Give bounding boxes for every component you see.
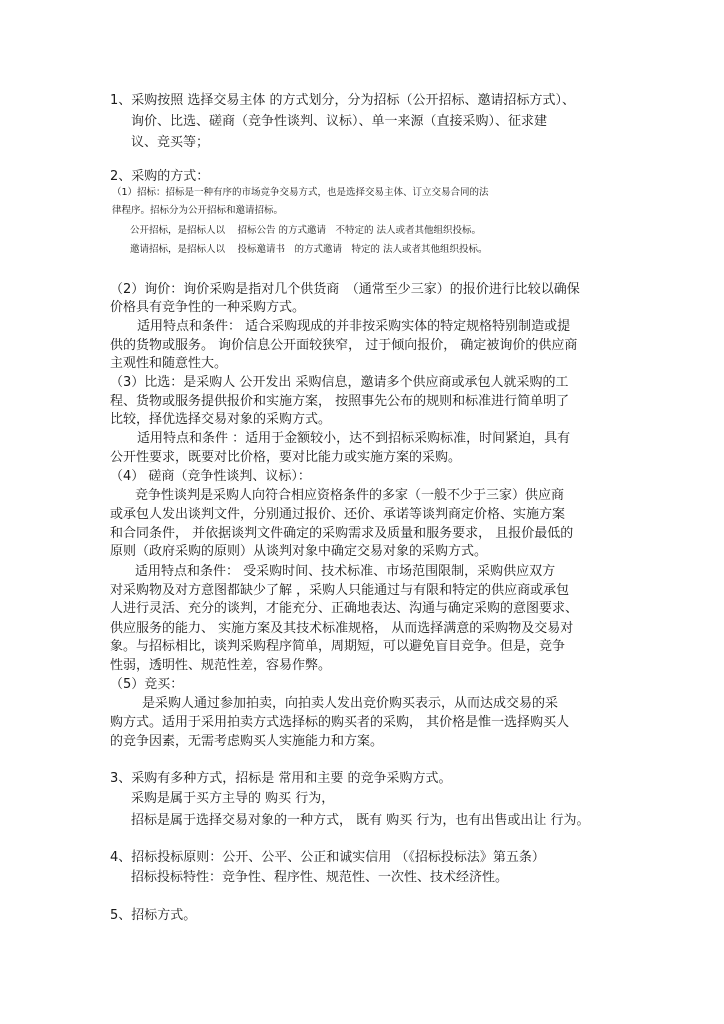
section-3-line-3: 招标是属于选择交易对象的一种方式， 既有 购买 行为，也有出售或出让 行为。 [131, 813, 590, 828]
tender-paragraph-line-2: 律程序。招标分为公开招标和邀请招标。 [112, 205, 284, 216]
consultation-line-8: 人进行灵活、充分的谈判，才能充分、正确地表达、沟通与确定采购的意图要求、 [110, 601, 579, 616]
section-4-line-1: 4、招标投标原则：公开、公平、公正和诚实信用 （《招标投标法》第五条） [110, 850, 545, 865]
section-3-line-2: 采购是属于买方主导的 购买 行为， [131, 791, 335, 806]
consultation-line-5: 原则（政府采购的原则）从谈判对象中确定交易对象的采购方式。 [110, 544, 488, 559]
tender-paragraph-line-1: （1）招标：招标是一种有序的市场竞争交易方式，也是选择交易主体、订立交易合同的法 [112, 187, 489, 198]
comparison-line-4: 适用特点和条件 ：适用于金额较小，达不到招标采购标准，时间紧迫，具有 [137, 431, 571, 446]
consultation-line-9: 供应服务的能力、 实施方案及其技术标准规格， 从而选择满意的采购物及交易对 [110, 621, 574, 636]
consultation-line-4: 和合同条件， 并依据谈判文件确定的采购需求及质量和服务要求， 且报价最低的 [110, 526, 574, 541]
consultation-line-10: 象。与招标相比，谈判采购程序简单，周期短，可以避免盲目竞争。但是，竞争 [110, 639, 566, 654]
auction-line-4: 的竞争因素，无需考虑购买人实施能力和方案。 [110, 734, 384, 749]
section-5-line-1: 5、招标方式。 [110, 908, 197, 923]
section-3-line-1: 3、采购有多种方式，招标是 常用和主要 的竞争采购方式。 [110, 771, 452, 786]
consultation-line-3: 或承包人发出谈判文件，分别通过报价、还价、承诺等谈判商定价格、实施方案 [110, 507, 566, 522]
comparison-line-2: 程、货物或服务提供报价和实施方案， 按照事先公布的规则和标准进行简单明了 [110, 394, 570, 409]
section-4-line-2: 招标投标特性：竞争性、程序性、规范性、一次性、技术经济性。 [131, 870, 509, 885]
consultation-line-1: （4） 磋商（竞争性谈判、议标）： [110, 469, 311, 484]
auction-line-1: （5）竞买： [110, 677, 184, 692]
consultation-line-2: 竞争性谈判是采购人向符合相应资格条件的多家（一般不少于三家）供应商 [135, 488, 565, 503]
inquiry-line-5: 主观性和随意性大。 [110, 356, 228, 371]
section-1-line-2: 询价、比选、磋商（竞争性谈判、议标）、单一来源（直接采购）、征求建 [131, 114, 548, 129]
invited-tender-line: 邀请招标，是招标人以 投标邀请书 的方式邀请 特定的 法人或者其他组织投标。 [130, 244, 488, 255]
comparison-line-1: （3）比选：是采购人 公开发出 采购信息，邀请多个供应商或承包人就采购的工 [110, 375, 569, 390]
auction-line-2: 是采购人通过参加拍卖，向拍卖人发出竞价购买表示，从而达成交易的采 [142, 696, 559, 711]
auction-line-3: 购方式。适用于采用拍卖方式选择标的购买者的采购， 其价格是惟一选择购买人 [110, 715, 570, 730]
open-tender-line: 公开招标，是招标人以 招标公告 的方式邀请 不特定的 法人或者其他组织投标。 [130, 225, 482, 236]
section-2-title: 2、采购的方式： [110, 169, 210, 184]
inquiry-line-2: 价格具有竞争性的一种采购方式。 [110, 300, 306, 315]
consultation-line-11: 性弱，透明性、规范性差，容易作弊。 [110, 658, 332, 673]
consultation-line-7: 对采购物及对方意图都缺少了解 ，采购人只能通过与有限和特定的供应商或承包 [110, 583, 570, 598]
inquiry-line-3: 适用特点和条件： 适合采购现成的并非按采购实体的特定规格特别制造或提 [137, 319, 571, 334]
comparison-line-3: 比较，择优选择交易对象的采购方式。 [110, 412, 332, 427]
comparison-line-5: 公开性要求，既要对比价格，要对比能力或实施方案的采购。 [110, 450, 462, 465]
section-1-line-3: 议、竞买等； [131, 135, 210, 150]
inquiry-line-1: （2）询价：询价采购是指对几个供货商 （通常至少三家）的报价进行比较以确保 [110, 282, 580, 297]
inquiry-line-4: 供的货物或服务。 询价信息公开面较狭窄， 过于倾向报价， 确定被询价的供应商 [110, 338, 578, 353]
consultation-line-6: 适用特点和条件： 受采购时间、技术标准、市场范围限制，采购供应双方 [135, 564, 556, 579]
section-1-line-1: 1、采购按照 选择交易主体 的方式划分，分为招标（公开招标、邀请招标方式）、 [110, 93, 576, 108]
